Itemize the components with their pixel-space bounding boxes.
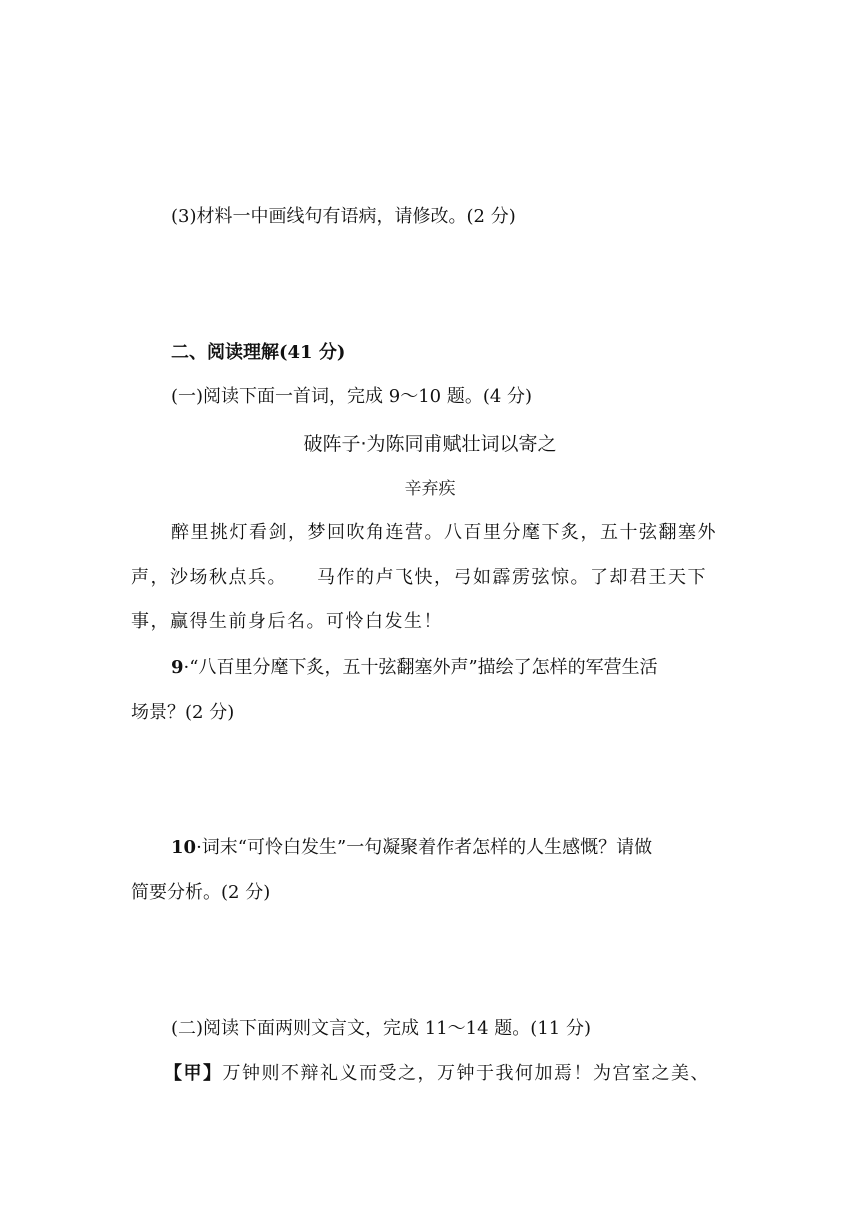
passage-label: 【甲】: [164, 1063, 223, 1084]
question-number: 10: [171, 837, 197, 858]
question-9: [171, 656, 658, 680]
section-heading: 二、阅读理解(41 分): [171, 342, 346, 363]
question-10: [171, 836, 652, 860]
question-number: 9: [171, 657, 184, 678]
part1-intro: (一)阅读下面一首词，完成 9～10 题。(4 分): [171, 386, 533, 407]
poem-line: 醉里挑灯看剑，梦回吹角连营。八百里分麾下炙，五十弦翻塞外: [171, 522, 717, 543]
question-10-continued: 简要分析。(2 分): [131, 882, 271, 903]
question-text: ·词末“可怜白发生”一句凝聚着作者怎样的人生感慨？请做: [196, 837, 653, 858]
part2-intro: (二)阅读下面两则文言文，完成 11～14 题。(11 分): [171, 1018, 591, 1039]
passage-text: 万钟则不辩礼义而受之，万钟于我何加焉！为宫室之美、: [222, 1063, 710, 1084]
poem-line: 事，赢得生前身后名。可怜白发生！: [131, 611, 443, 632]
question-text: ·“八百里分麾下炙，五十弦翻塞外声”描绘了怎样的军营生活: [183, 657, 658, 678]
question-9-continued: 场景？(2 分): [131, 702, 235, 723]
poem-line: 声，沙场秋点兵。 马作的卢飞快，弓如霹雳弦惊。了却君王天下: [131, 567, 707, 588]
question-3: (3)材料一中画线句有语病，请修改。(2 分): [171, 206, 516, 227]
poem-title: 破阵子·为陈同甫赋壮词以寄之: [303, 433, 557, 455]
classical-text-jia: [164, 1062, 710, 1086]
poem-author: 辛弃疾: [404, 479, 456, 499]
